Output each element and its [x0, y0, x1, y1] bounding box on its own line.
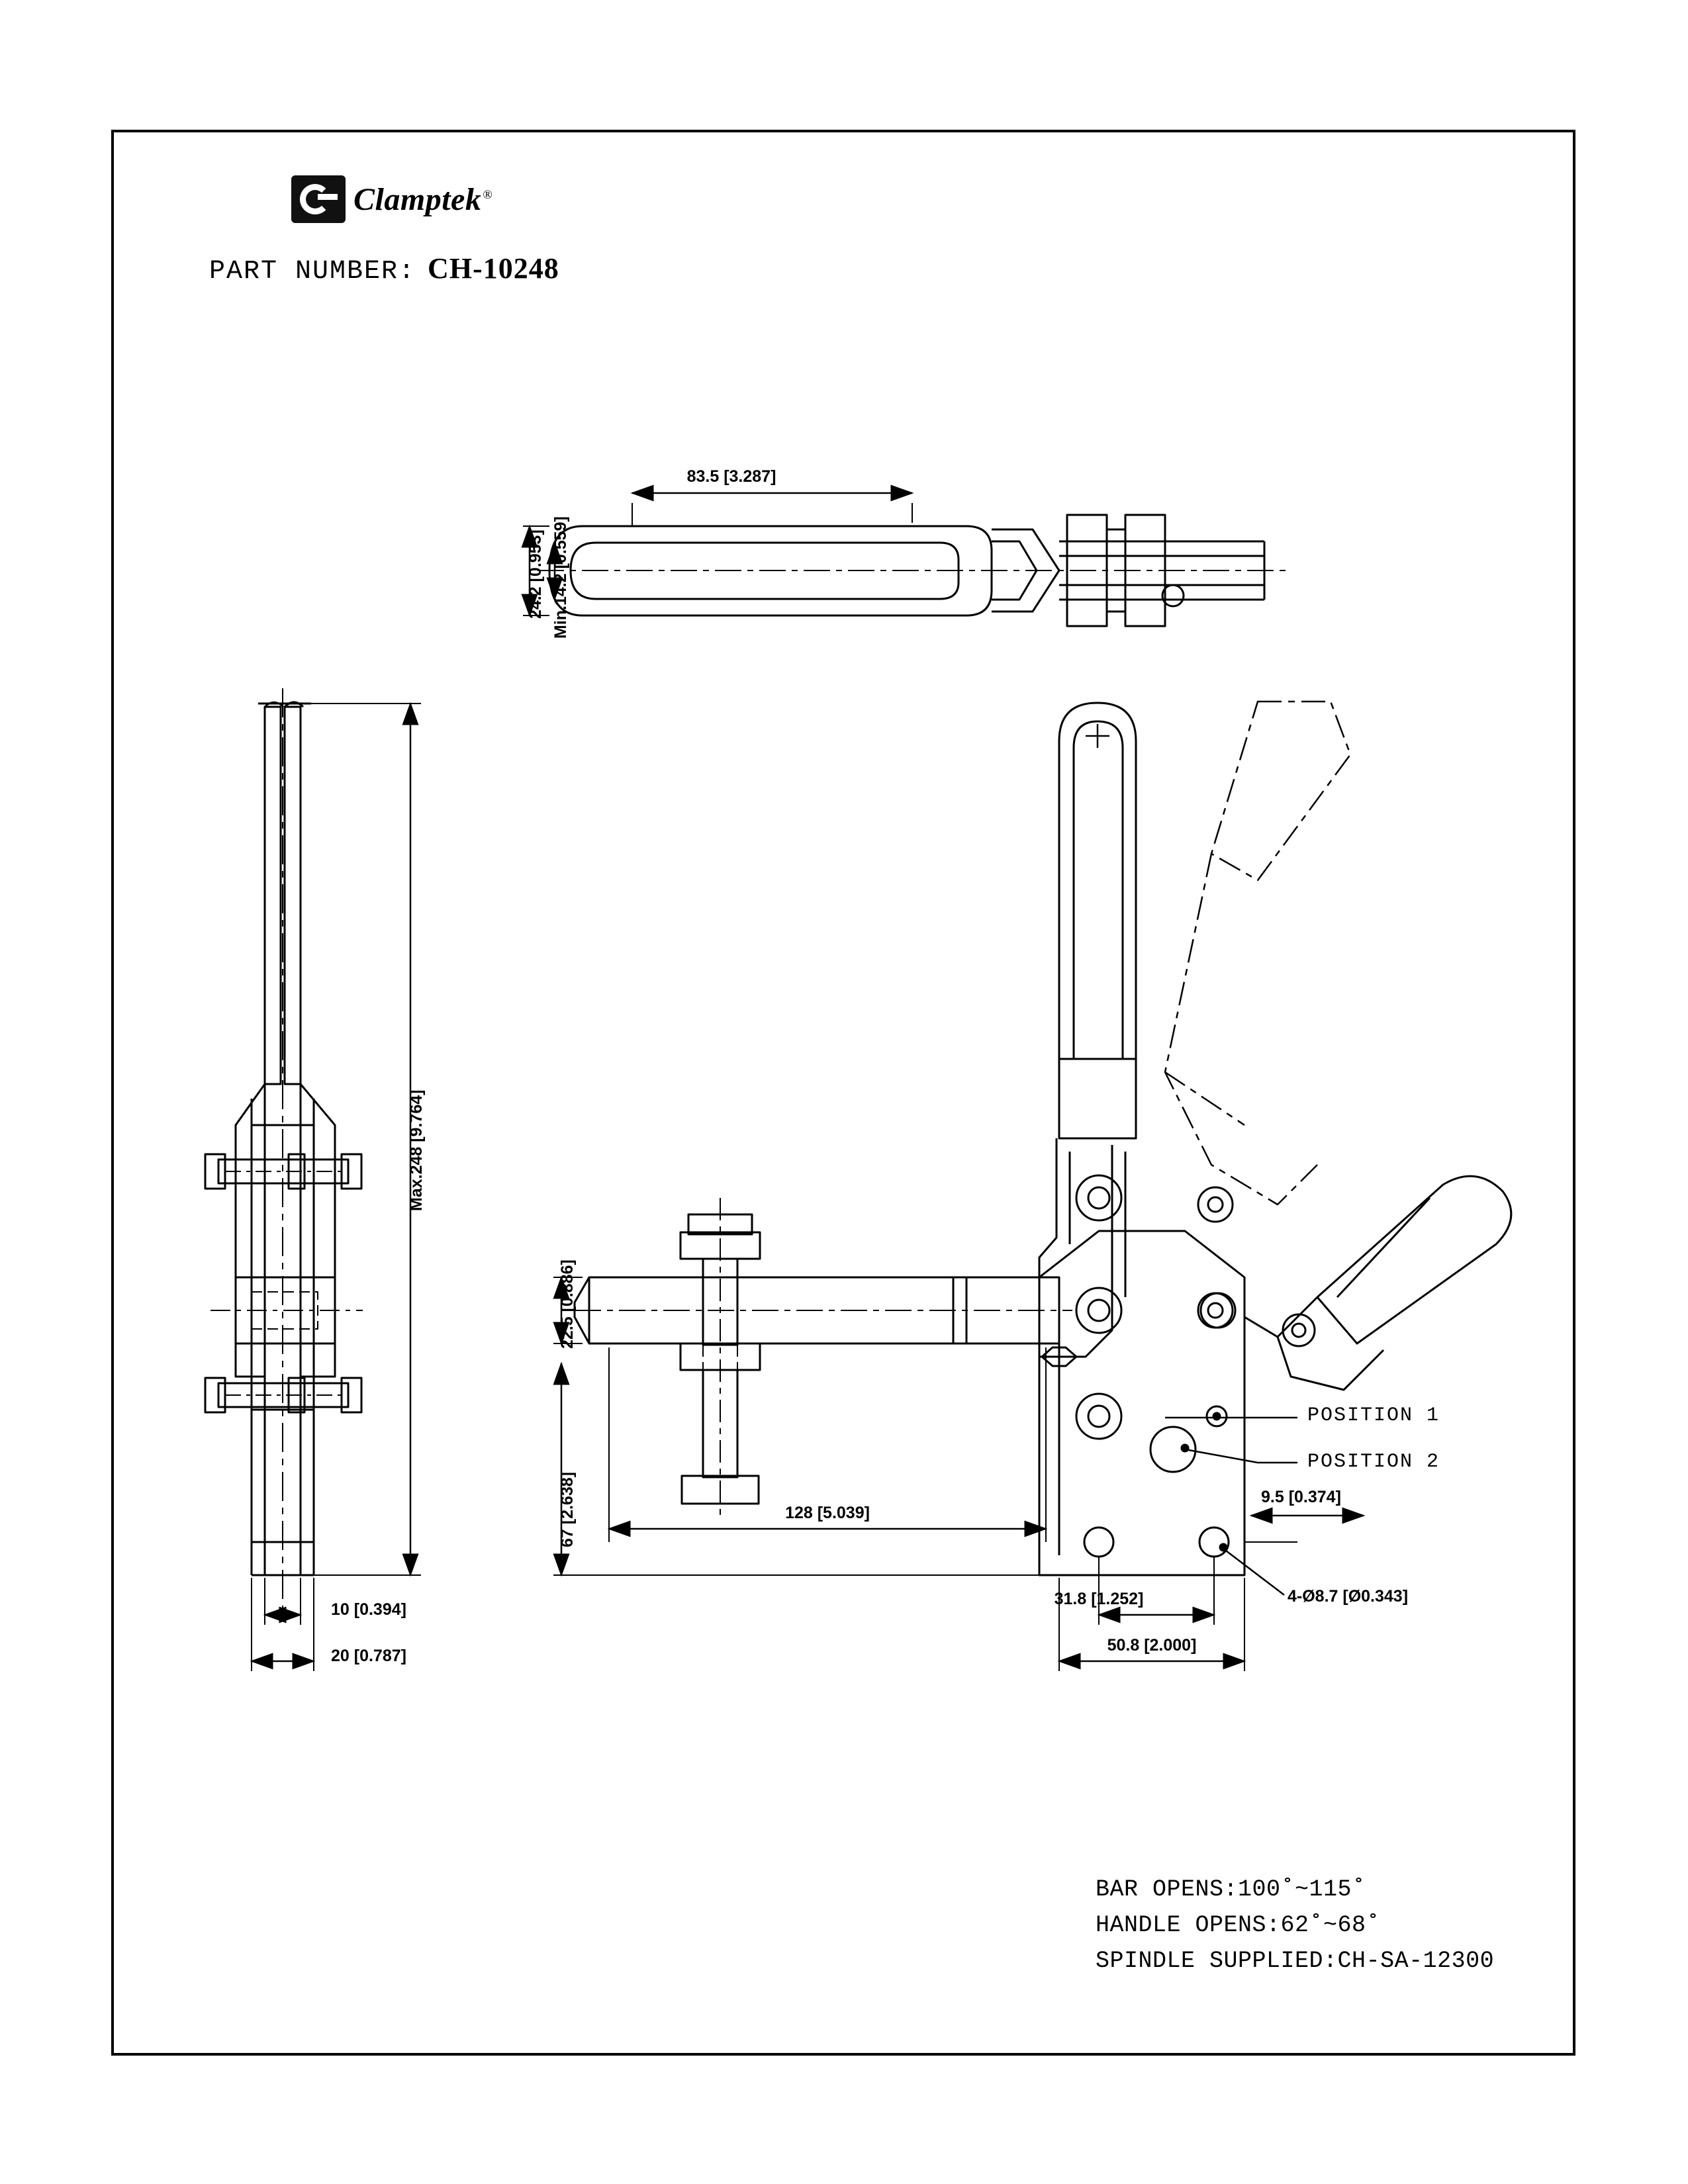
dim-bar-length: 128 [5.039] — [785, 1504, 870, 1522]
registered-trademark-icon: ® — [483, 187, 493, 202]
logo-brand-text: Clamptek ® — [353, 181, 493, 217]
note-handle-opens: HANDLE OPENS:62˚~68˚ — [1096, 1912, 1381, 1938]
dim-top-min-height: Min.14.2 [0.559] — [551, 516, 570, 639]
dim-base-width: 50.8 [2.000] — [1107, 1636, 1197, 1655]
dim-top-height: 24.2 [0.953] — [526, 529, 545, 619]
callout-position-2: POSITION 2 — [1307, 1451, 1440, 1473]
dim-side-max-height: Max.248 [9.764] — [407, 1089, 426, 1211]
part-number-label: PART NUMBER: — [209, 257, 416, 287]
note-bar-opens: BAR OPENS:100˚~115˚ — [1096, 1876, 1366, 1903]
dim-hole-offset: 9.5 [0.374] — [1261, 1488, 1341, 1506]
clamptek-c-logo-icon — [291, 175, 346, 223]
part-number-value: CH-10248 — [428, 252, 559, 285]
company-logo — [291, 175, 492, 223]
dim-bar-height: 22.5 [0.886] — [558, 1259, 577, 1349]
dim-top-length: 83.5 [3.287] — [686, 467, 776, 486]
part-number — [209, 251, 559, 287]
callout-position-1: POSITION 1 — [1307, 1404, 1440, 1427]
dim-hole-spacing-x: 31.8 [1.252] — [1054, 1590, 1144, 1608]
dim-side-plate-width: 20 [0.787] — [331, 1647, 406, 1665]
notes-block — [1096, 1876, 1494, 1983]
note-spindle-supplied: SPINDLE SUPPLIED:CH-SA-12300 — [1096, 1948, 1495, 1974]
drawing-border — [111, 130, 1575, 2056]
dim-side-plate-thickness: 10 [0.394] — [331, 1600, 406, 1619]
dim-base-height: 67 [2.638] — [558, 1472, 577, 1547]
dim-hole-count-diameter: 4-Ø8.7 [Ø0.343] — [1288, 1587, 1409, 1606]
